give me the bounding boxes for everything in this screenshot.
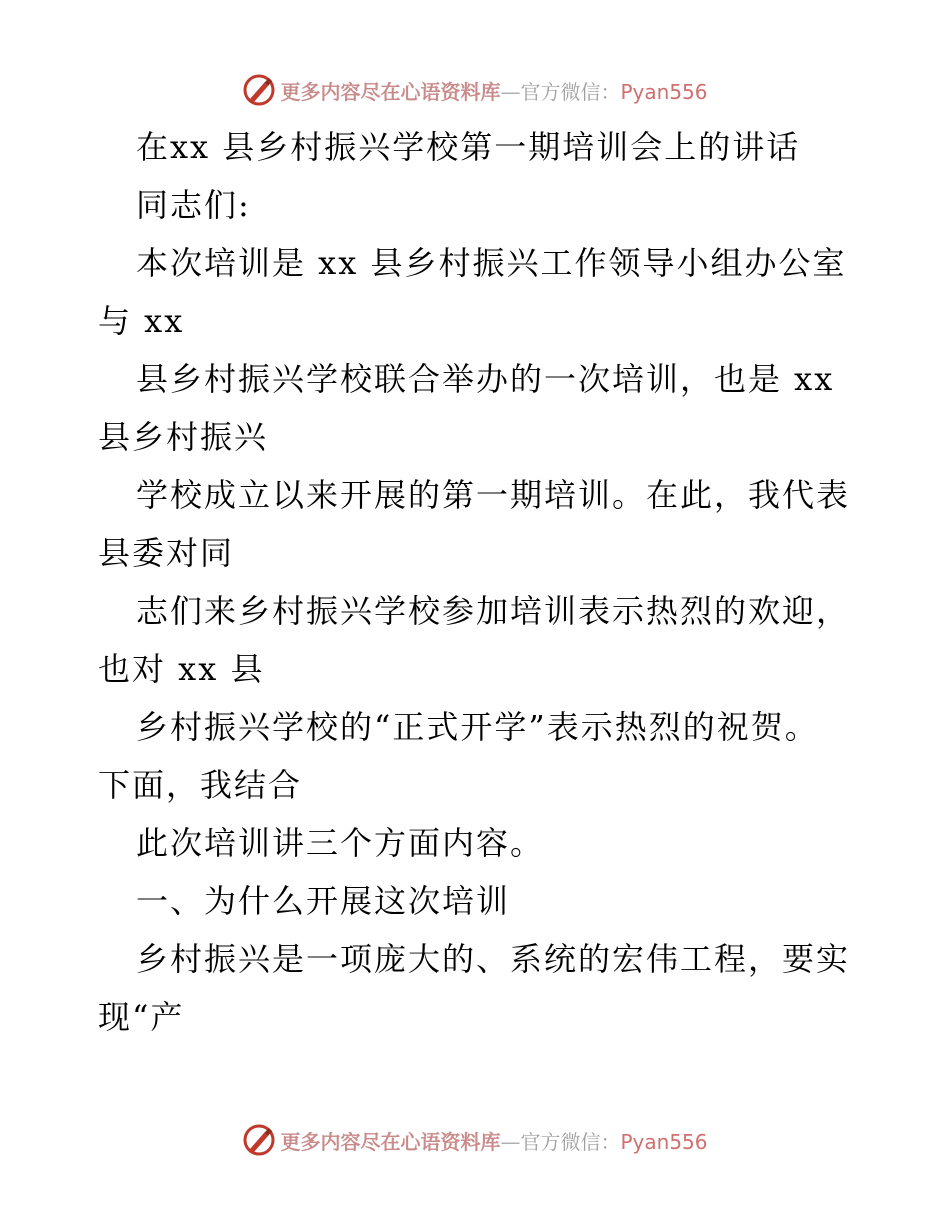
pen-logo-icon (242, 73, 276, 107)
banner-dash: — (500, 79, 521, 104)
paragraph-line: 本次培训是 xx 县乡村振兴工作领导小组办公室 (136, 244, 847, 282)
paragraph-line: 此次培训讲三个方面内容。 (136, 824, 545, 862)
paragraph-line: 现“产 (98, 998, 185, 1036)
section-heading: 一、为什么开展这次培训 (136, 882, 511, 920)
paragraph-line: 县乡村振兴 (98, 418, 269, 456)
banner-title: 更多内容尽在心语资料库 (280, 1129, 501, 1154)
banner-wechat-id: Pyan556 (620, 79, 708, 104)
paragraph-line: 县委对同 (98, 534, 235, 572)
document-title: 在xx 县乡村振兴学校第一期培训会上的讲话 (136, 128, 801, 166)
paragraph-line: 下面，我结合 (98, 766, 303, 804)
paragraph-line: 与 xx (98, 302, 185, 340)
paragraph-line: 也对 xx 县 (98, 650, 265, 688)
banner-dash: — (500, 1129, 521, 1154)
pen-logo-icon (242, 1123, 276, 1157)
banner-wechat-id: Pyan556 (620, 1129, 708, 1154)
paragraph-line: 学校成立以来开展的第一期培训。在此，我代表 (136, 476, 851, 514)
salutation: 同志们: (136, 186, 251, 224)
footer-banner (0, 1120, 950, 1160)
paragraph-line: 县乡村振兴学校联合举办的一次培训，也是 xx (136, 360, 835, 398)
paragraph-line: 乡村振兴学校的“正式开学”表示热烈的祝贺。 (136, 708, 819, 746)
banner-wechat-label: 官方微信： (520, 1129, 621, 1154)
banner-title: 更多内容尽在心语资料库 (280, 79, 501, 104)
paragraph-line: 志们来乡村振兴学校参加培训表示热烈的欢迎， (136, 592, 851, 630)
document-body (98, 118, 868, 1046)
banner-wechat-label: 官方微信： (520, 79, 621, 104)
paragraph-line: 乡村振兴是一项庞大的、系统的宏伟工程，要实 (136, 940, 851, 978)
header-banner (0, 70, 950, 110)
